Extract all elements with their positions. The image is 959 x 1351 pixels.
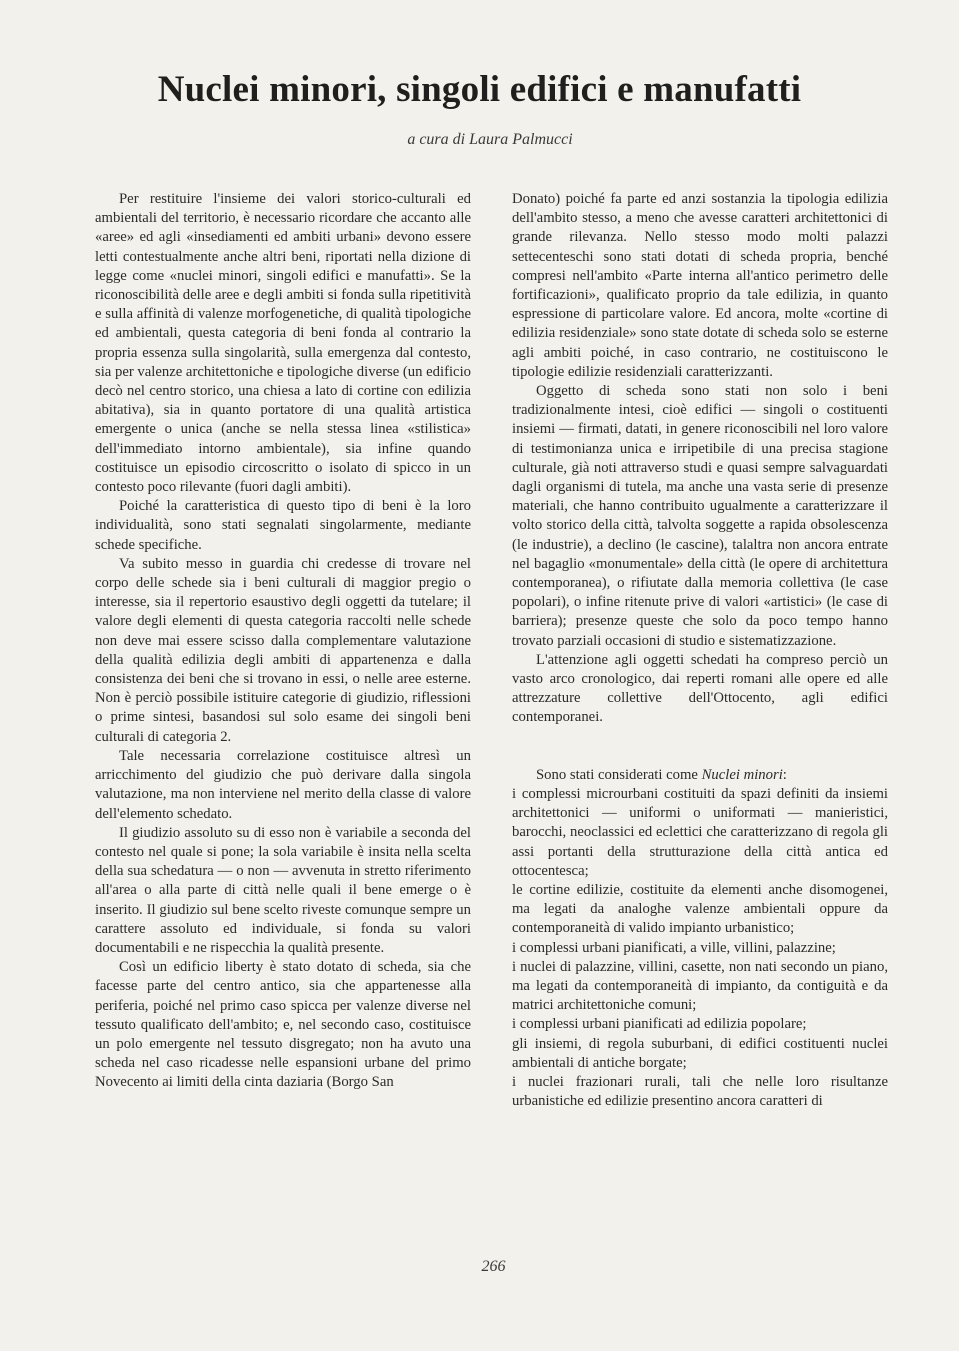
list-item: i complessi microurbani costituiti da spazi definiti da insiemi architettonici — uniformi o uniformati — manieristici, barocchi, neoclassici ed eclettici che caratterizzano di regola gli assi portanti della strutturazione della città antica ed ottocentesca; [512, 785, 888, 879]
paragraph: L'attenzione agli oggetti schedati ha compreso perciò un vasto arco cronologico, dai reperti romani alle opere ed alle attrezzature collettive dell'Ottocento, agli edifici contemporanei. [512, 651, 888, 726]
right-column [512, 190, 888, 1111]
list-intro-term: Nuclei minori [701, 766, 783, 783]
paragraph: Donato) poiché fa parte ed anzi sostanzia la tipologia edilizia dell'ambito stesso, a meno che avesse caratteri architettonici di grande rilevanza. Nello stesso modo molti palazzi settecenteschi sono stati dotati di scheda propria, benché compresi nell'ambito «Parte interna all'antico perimetro delle fortificazioni», qualificato proprio da tale edilizia, in quanto espressione di particolare valore. Ed ancora, molte «cortine di edilizia residenziale» sono state dotate di scheda solo se esterne agli ambiti poiché, in caso contrario, ne costituiscono le tipologie edilizie residenziali caratterizzanti. [512, 191, 888, 380]
page-number: 266 [481, 1258, 506, 1275]
author-credit: a cura di Laura Palmucci [407, 131, 573, 148]
left-column [95, 190, 471, 1093]
page-title: Nuclei minori, singoli edifici e manufatti [157, 69, 802, 110]
paragraph: Per restituire l'insieme dei valori storico-culturali ed ambientali del territorio, è necessario ricordare che accanto alle «aree» ed agli «insediamenti ed ambiti urbani» devono essere letti contestualmente anche altri beni, riportati nella dizione di legge come «nuclei minori, singoli edifici e manufatti». Se la riconoscibilità delle aree e degli ambiti si fonda sulla ripetitività e sulla affinità di valenze morfogenetiche, di qualità tipologiche ed ambientali, questa categoria di beni fonda al contrario la propria essenza sulla singolarità, sulla emergenza dal contesto, sia per valenze architettoniche e tipologiche diverse (un edificio decò nel centro storico, una chiesa a lato di cortine con edilizia abitativa), sia in quanto portatore di una qualità artistica emergente o unica (anche se nella stessa linea «stilistica» dell'immediato intorno ambientale), sia infine quando costituisce un episodio circoscritto o isolato di spicco in un contesto poco rilevante (fuori dagli ambiti). [95, 191, 472, 496]
list-item: i complessi urbani pianificati, a ville, villini, palazzine; [512, 939, 836, 956]
paragraph: Oggetto di scheda sono stati non solo i beni tradizionalmente intesi, cioè edifici — singoli o costituenti insiemi — firmati, datati, in genere riconoscibili nel loro valore di testimonianza unica e irripetibile di una precisa stagione culturale, già noti attraverso studi e quasi sempre salvaguardati dagli organismi di tutela, ma anche una vasta serie di presenze materiali, che hanno contribuito ugualmente a caratterizzare il volto storico della città, talvolta soggette a rapida obsolescenza (le industrie), a declino (le cascine), talaltra non ancora entrate nel bagaglio «monumentale» della città (le opere di architettura contemporanea), o rifiutate dalla memoria collettiva (le case popolari), o infine ritenute prive di valori «artistici» (le case di barriera); presenze queste che solo da poco tempo hanno trovato parziali occasioni di studio e sistematizzazione. [512, 383, 888, 649]
paragraph: Così un edificio liberty è stato dotato di scheda, sia che facesse parte del centro antico, sia che appartenesse alla periferia, poiché nel primo caso spicca per valenze diverse nel tessuto qualificato dell'ambito; e, nel secondo caso, costituisce un polo emergente nel tessuto disgregato; non ha avuto una scheda nel caso ricadesse nelle espansioni urbane del primo Novecento ai limiti della cinta daziaria (Borgo San [95, 959, 471, 1091]
paragraph: Il giudizio assoluto su di esso non è variabile a seconda del contesto nel quale si pone; la sola variabile è insita nella scelta della sua schedatura — o non — avvenuta in stretto riferimento all'area o alla parte di città nelle quali il bene emerge o è inserito. Il giudizio sul bene scelto riveste comunque sempre un carattere assoluto ed individuale, si fonda su valori documentabili e ne rispecchia la qualità presente. [95, 824, 471, 956]
list-intro [512, 766, 888, 785]
list-intro-prefix: Sono stati considerati come [536, 766, 702, 783]
list-item: i nuclei di palazzine, villini, casette, non nati secondo un piano, ma legati da contemporaneità di impianto, da contiguità e da matrici architettoniche comuni; [512, 958, 888, 1014]
list-intro-suffix: : [782, 766, 787, 783]
section-spacer [512, 728, 888, 766]
paragraph: Poiché la caratteristica di questo tipo di beni è la loro individualità, sono stati segnalati singolarmente, mediante schede specifiche. [95, 498, 471, 553]
list-item: i complessi urbani pianificati ad edilizia popolare; [512, 1016, 807, 1033]
paragraph: Va subito messo in guardia chi credesse di trovare nel corpo delle schede sia i beni culturali di maggior pregio o interesse, sia il repertorio esaustivo degli oggetti da tutelare; il valore degli elementi di questa categoria raccolti nelle schede non deve mai essere scisso dalla complementare valutazione della qualità edilizia degli ambiti di appartenenza e dalla consistenza dei beni che si trovano in essi, o nelle aree esterne. Non è perciò possibile istituire categorie di giudizio, riflessioni o prime sintesi, basandosi sul solo esame dei singoli beni culturali di categoria 2. [95, 555, 471, 745]
list-item: i nuclei frazionari rurali, tali che nelle loro risultanze urbanistiche ed edilizie presentino ancora caratteri di [512, 1073, 888, 1110]
list-item: gli insiemi, di regola suburbani, di edifici costituenti nuclei ambientali di antiche borgate; [512, 1035, 888, 1071]
list-item: le cortine edilizie, costituite da elementi anche disomogenei, ma legati da analoghe valenze ambientali oppure da contemporaneità di valido impianto urbanistico; [512, 881, 888, 937]
paragraph: Tale necessaria correlazione costituisce altresì un arricchimento del giudizio che può derivare dalla singola valutazione, ma non interviene nel merito della classe di valore dell'elemento schedato. [95, 747, 471, 822]
